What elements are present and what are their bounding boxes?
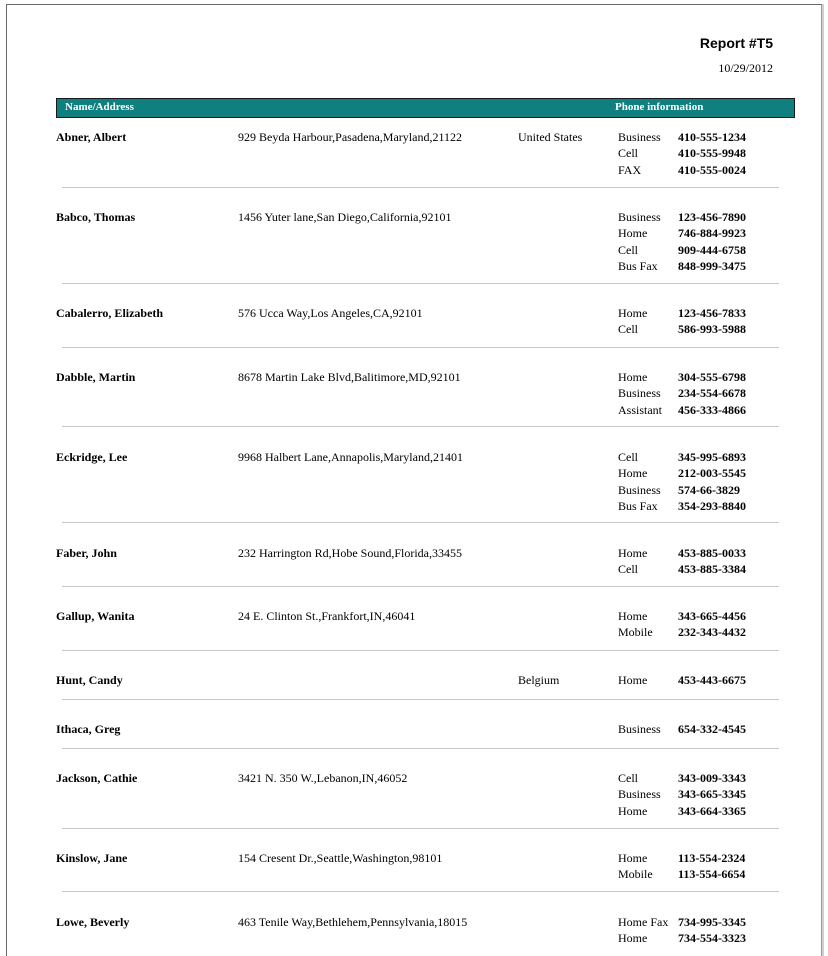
name-address-header: Name/Address (65, 101, 134, 113)
contact-address: 9968 Halbert Lane,Annapolis,Maryland,21401 (238, 450, 463, 464)
phone-type: Business (618, 210, 661, 224)
phone-list (618, 771, 778, 820)
report-page (6, 4, 822, 956)
phone-number: 343-009-3343 (678, 771, 746, 785)
phone-entry (618, 562, 778, 578)
phone-entry (618, 915, 778, 931)
row-divider (62, 891, 779, 892)
phone-list (618, 130, 778, 179)
row-divider (62, 699, 779, 700)
phone-number: 343-664-3365 (678, 803, 746, 818)
phone-entry (618, 259, 778, 275)
phone-entry (618, 722, 778, 738)
contact-name: Jackson, Cathie (56, 771, 138, 785)
phone-entry (618, 851, 778, 867)
phone-entry (618, 210, 778, 226)
phone-number: 343-665-4456 (678, 609, 746, 623)
phone-number: 234-554-6678 (678, 386, 746, 401)
phone-entry (618, 804, 778, 820)
phone-list (618, 370, 778, 419)
phone-type: Home (618, 851, 648, 865)
contact-name: Babco, Thomas (56, 210, 136, 224)
phone-number: 123-456-7833 (678, 306, 746, 320)
contact-address: 1456 Yuter lane,San Diego,California,92101 (238, 210, 452, 224)
report-title: Report #T5 (699, 35, 773, 51)
phone-list (618, 915, 778, 948)
phone-type: Home (618, 466, 648, 481)
phone-type: Cell (618, 562, 638, 577)
contact-address: 929 Beyda Harbour,Pasadena,Maryland,21122 (238, 130, 463, 144)
phone-entry (618, 466, 778, 482)
phone-list (618, 306, 778, 339)
contact-name: Abner, Albert (56, 130, 127, 144)
phone-entry (618, 483, 778, 499)
phone-type: Home (618, 226, 648, 241)
phone-type: Cell (618, 146, 638, 161)
row-divider (62, 347, 779, 348)
contact-address: 8678 Martin Lake Blvd,Balitimore,MD,92101 (238, 370, 461, 384)
contact-name: Cabalerro, Elizabeth (56, 306, 164, 320)
phone-list (618, 851, 778, 884)
phone-list (618, 450, 778, 515)
column-header-bar (56, 98, 795, 118)
phone-type: Business (618, 482, 661, 497)
phone-entry (618, 146, 778, 162)
phone-type: Cell (618, 322, 638, 337)
phone-number: 410-555-1234 (678, 130, 746, 144)
phone-entry (618, 243, 778, 259)
phone-number: 453-885-0033 (678, 546, 746, 560)
row-divider (62, 650, 779, 651)
row-divider (62, 522, 779, 523)
contact-country: Belgium (518, 673, 560, 687)
phone-entry (618, 609, 778, 625)
report-date: 10/29/2012 (718, 61, 773, 75)
phone-type: Home (618, 609, 648, 623)
phone-type: Cell (618, 242, 638, 257)
phone-number: 343-665-3345 (678, 787, 746, 802)
contact-name: Faber, John (56, 546, 117, 560)
contact-name: Dabble, Martin (56, 370, 136, 384)
contact-name: Lowe, Beverly (56, 915, 130, 929)
contact-address: 154 Cresent Dr.,Seattle,Washington,98101 (238, 851, 443, 865)
contact-country: United States (518, 130, 583, 144)
phone-type: Bus Fax (618, 258, 658, 273)
phone-type: Home (618, 803, 648, 818)
phone-number: 734-995-3345 (678, 915, 746, 929)
phone-number: 232-343-4432 (678, 625, 746, 640)
contact-name: Kinslow, Jane (56, 851, 128, 865)
phone-number: 746-884-9923 (678, 226, 746, 241)
phone-type: Home (618, 546, 648, 560)
contact-address: 24 E. Clinton St.,Frankfort,IN,46041 (238, 609, 416, 623)
phone-list (618, 546, 778, 579)
phone-type: Cell (618, 771, 638, 785)
phone-type: Home (618, 931, 648, 946)
phone-type: Business (618, 130, 661, 144)
phone-entry (618, 867, 778, 883)
phone-number: 909-444-6758 (678, 242, 746, 257)
phone-type: Mobile (618, 625, 653, 640)
phone-number: 654-332-4545 (678, 722, 746, 736)
phone-number: 456-333-4866 (678, 402, 746, 417)
phone-entry (618, 673, 778, 689)
contact-address: 576 Ucca Way,Los Angeles,CA,92101 (238, 306, 423, 320)
phone-entry (618, 163, 778, 179)
phone-type: Business (618, 722, 661, 736)
phone-entry (618, 370, 778, 386)
contact-address: 232 Harrington Rd,Hobe Sound,Florida,33455 (238, 546, 462, 560)
contact-name: Gallup, Wanita (56, 609, 135, 623)
phone-number: 123-456-7890 (678, 210, 746, 224)
row-divider (62, 187, 779, 188)
phone-type: Business (618, 787, 661, 802)
phone-type: Home (618, 673, 648, 687)
phone-type: Business (618, 386, 661, 401)
phone-type: Home (618, 306, 648, 320)
phone-type: FAX (618, 162, 642, 177)
phone-type: Bus Fax (618, 498, 658, 513)
phone-entry (618, 499, 778, 515)
phone-information-header: Phone information (615, 101, 704, 113)
phone-entry (618, 322, 778, 338)
phone-number: 848-999-3475 (678, 258, 746, 273)
phone-entry (618, 226, 778, 242)
phone-entry (618, 546, 778, 562)
phone-type: Mobile (618, 867, 653, 882)
phone-number: 410-555-9948 (678, 146, 746, 161)
phone-type: Home (618, 370, 648, 384)
contact-address: 3421 N. 350 W.,Lebanon,IN,46052 (238, 771, 408, 785)
phone-type: Home Fax (618, 915, 669, 929)
phone-entry (618, 386, 778, 402)
phone-number: 212-003-5545 (678, 466, 746, 481)
row-divider (62, 283, 779, 284)
phone-entry (618, 931, 778, 947)
phone-entry (618, 625, 778, 641)
phone-number: 345-995-6893 (678, 450, 746, 464)
phone-entry (618, 130, 778, 146)
phone-number: 410-555-0024 (678, 162, 746, 177)
phone-number: 734-554-3323 (678, 931, 746, 946)
phone-type: Assistant (618, 402, 663, 417)
phone-number: 304-555-6798 (678, 370, 746, 384)
contact-address: 463 Tenile Way,Bethlehem,Pennsylvania,18015 (238, 915, 468, 929)
phone-entry (618, 306, 778, 322)
phone-list (618, 609, 778, 642)
phone-number: 574-66-3829 (678, 482, 740, 497)
phone-number: 586-993-5988 (678, 322, 746, 337)
phone-number: 113-554-2324 (678, 851, 746, 865)
phone-number: 453-443-6675 (678, 673, 746, 687)
phone-list (618, 722, 778, 738)
phone-entry (618, 771, 778, 787)
row-divider (62, 426, 779, 427)
phone-number: 453-885-3384 (678, 562, 746, 577)
phone-entry (618, 787, 778, 803)
contact-name: Ithaca, Greg (56, 722, 121, 736)
phone-number: 113-554-6654 (678, 867, 746, 882)
phone-entry (618, 450, 778, 466)
phone-entry (618, 403, 778, 419)
row-divider (62, 748, 779, 749)
contact-name: Hunt, Candy (56, 673, 123, 687)
row-divider (62, 586, 779, 587)
phone-type: Cell (618, 450, 638, 464)
phone-list (618, 210, 778, 275)
row-divider (62, 828, 779, 829)
contact-name: Eckridge, Lee (56, 450, 128, 464)
phone-list (618, 673, 778, 689)
phone-number: 354-293-8840 (678, 498, 746, 513)
